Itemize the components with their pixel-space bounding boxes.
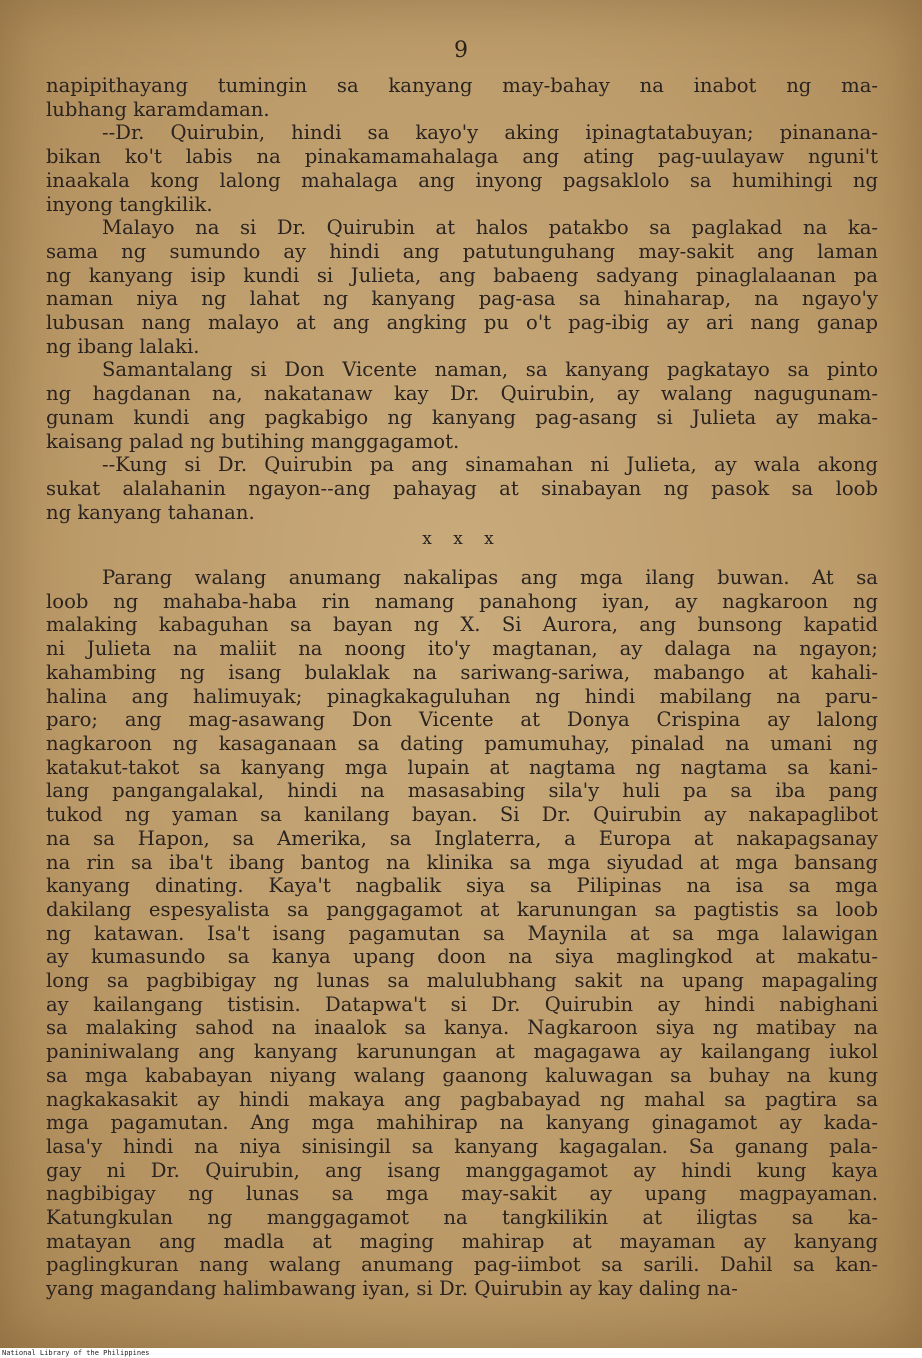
text-line: paro; ang mag-asawang Don Vicente at Donya Crispina ay lalong: [46, 708, 878, 732]
text-line: matayan ang madla at maging mahirap at mayaman ay kanyang: [46, 1229, 878, 1253]
text-line: ng katawan. Isa't isang pagamutan sa Maynila at sa mga lalawigan: [46, 921, 878, 945]
text-line: nagkaroon ng kasaganaan sa dating pamumuhay, pinalad na umani ng: [46, 731, 878, 755]
text-line: napipithayang tumingin sa kanyang may-bahay na inabot ng ma-: [46, 74, 878, 97]
text-line: lubusan nang malayo at ang angking pu o't pag-ibig ay ari nang ganap: [46, 311, 878, 335]
text-line: lubhang karamdaman.: [46, 97, 270, 121]
text-line: --Kung si Dr. Quirubin pa ang sinamahan ni Julieta, ay wala akong: [102, 453, 878, 477]
text-line: sa mga kababayan niyang walang gaanong kaluwagan sa buhay na kung: [46, 1063, 878, 1087]
text-line: sukat alalahanin ngayon--ang pahayag at sinabayan ng pasok sa loob: [46, 476, 878, 500]
text-line: Katungkulan ng manggagamot na tangkilikin at iligtas sa ka-: [46, 1206, 878, 1230]
text-line: mga pagamutan. Ang mga mahihirap na kanyang ginagamot ay kada-: [46, 1111, 878, 1135]
text-line: kaisang palad ng butihing manggagamot.: [46, 429, 460, 453]
text-line: Malayo na si Dr. Quirubin at halos patakbo sa paglakad na ka-: [102, 216, 878, 240]
text-line: tukod ng yaman sa kanilang bayan. Si Dr. Quirubin ay nakapaglibot: [46, 803, 878, 827]
text-line: sama ng sumundo ay hindi ang patutunguhang may-sakit ang laman: [46, 239, 878, 263]
text-line: sa malaking sahod na inaalok sa kanya. Nagkaroon siya ng matibay na: [46, 1016, 878, 1040]
text-line: kahambing ng isang bulaklak na sariwang-sariwa, mabango at kahali-: [46, 660, 878, 684]
text-line: na rin sa iba't ibang bantog na klinika sa mga siyudad at mga bansang: [46, 850, 878, 874]
text-line: bikan ko't labis na pinakamamahalaga ang ating pag-uulayaw nguni't: [46, 145, 878, 169]
text-line: ay kailangang tistisin. Datapwa't si Dr. Quirubin ay hindi nabighani: [46, 992, 878, 1016]
text-line: halina ang halimuyak; pinagkakaguluhan ng hindi mabilang na paru-: [46, 684, 878, 708]
text-line: ng ibang lalaki.: [46, 334, 200, 358]
text-line: inaakala kong lalong mahalaga ang inyong pagsaklolo sa humihingi ng: [46, 168, 878, 192]
section-separator: x x x: [422, 529, 502, 550]
text-line: lasa'y hindi na niya sinisingil sa kanyang kagagalan. Sa ganang pala-: [46, 1134, 878, 1158]
text-line: yang magandang halimbawang iyan, si Dr. Quirubin ay kay daling na-: [46, 1277, 738, 1301]
text-line: ay kumasundo sa kanya upang doon na siya maglingkod at makatu-: [46, 945, 878, 969]
library-credit: National Library of the Philippines: [2, 1349, 150, 1357]
text-line: Samantalang si Don Vicente naman, sa kanyang pagkatayo sa pinto: [102, 358, 878, 382]
text-line: na sa Hapon, sa Amerika, sa Inglaterra, a Europa at nakapagsanay: [46, 826, 878, 850]
text-line: inyong tangkilik.: [46, 192, 213, 216]
text-line: ng kanyang tahanan.: [46, 500, 255, 524]
text-line: Parang walang anumang nakalipas ang mga ilang buwan. At sa: [102, 566, 878, 590]
text-line: naman niya ng lahat ng kanyang pag-asa sa hinaharap, na ngayo'y: [46, 287, 878, 311]
text-line: nagkakasakit ay hindi makaya ang pagbabayad ng mahal sa pagtira sa: [46, 1087, 878, 1111]
text-line: --Dr. Quirubin, hindi sa kayo'y aking ipinagtatabuyan; pinanana-: [102, 121, 878, 145]
text-line: ng hagdanan na, nakatanaw kay Dr. Quirubin, ay walang nagugunam-: [46, 382, 878, 406]
text-line: katakut-takot sa kanyang mga lupain at nagtama ng nagtama sa kani-: [46, 755, 878, 779]
text-line: malaking kabaguhan sa bayan ng X. Si Aurora, ang bunsong kapatid: [46, 613, 878, 637]
text-line: long sa pagbibigay ng lunas sa malulubhang sakit na upang mapagaling: [46, 969, 878, 993]
text-line: gunam kundi ang pagkabigo ng kanyang pag-asang si Julieta ay maka-: [46, 405, 878, 429]
page-number: 9: [454, 38, 468, 63]
text-line: kanyang dinating. Kaya't nagbalik siya sa Pilipinas na isa sa mga: [46, 874, 878, 898]
text-line: paniniwalang ang kanyang karunungan at magagawa ay kailangang iukol: [46, 1040, 878, 1064]
body-text: [46, 74, 878, 1301]
text-line: paglingkuran nang walang anumang pag-iimbot sa sarili. Dahil sa kan-: [46, 1253, 878, 1277]
text-line: nagbibigay ng lunas sa mga may-sakit ay upang magpayaman.: [46, 1182, 878, 1206]
text-line: lang pangangalakal, hindi na masasabing sila'y huli pa sa iba pang: [46, 779, 878, 803]
text-line: dakilang espesyalista sa panggagamot at karunungan sa pagtistis sa loob: [46, 897, 878, 921]
text-line: ni Julieta na maliit na noong ito'y magtanan, ay dalaga na ngayon;: [46, 637, 878, 661]
text-line: gay ni Dr. Quirubin, ang isang manggagamot ay hindi kung kaya: [46, 1158, 878, 1182]
text-line: ng kanyang isip kundi si Julieta, ang babaeng sadyang pinaglalaanan pa: [46, 263, 878, 287]
text-line: loob ng mahaba-haba rin namang panahong iyan, ay nagkaroon ng: [46, 589, 878, 613]
